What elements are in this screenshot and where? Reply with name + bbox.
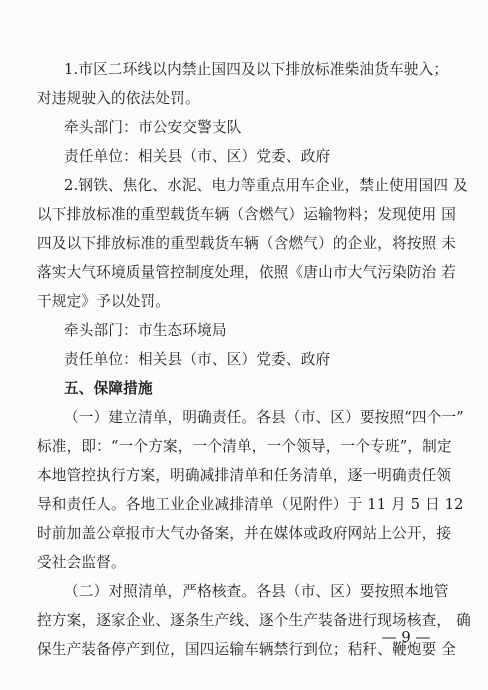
lead-department-line: 牵头部门：市生态环境局 [64, 322, 227, 339]
page-number: — 9 — [381, 628, 431, 646]
paragraph-line: 1.市区二环线以内禁止国四及以下排放标准柴油货车驶入； [64, 61, 449, 78]
responsible-unit-line: 责任单位：相关县（市、区）党委、政府 [64, 148, 331, 165]
paragraph-line: 控方案，逐家企业、逐条生产线、逐个生产装备进行现场核查， 确 [37, 612, 471, 629]
lead-department-line: 牵头部门：市公安交警支队 [64, 119, 242, 136]
paragraph-line: 以下排放标准的重型载货车辆（含燃气）运输物料；发现使用 国 [37, 206, 457, 223]
paragraph-line: 干规定》予以处罚。 [37, 293, 171, 310]
paragraph-line: 四及以下排放标准的重型载货车辆（含燃气）的企业，将按照 未 [37, 235, 457, 252]
paragraph-line: 2.钢铁、焦化、水泥、电力等重点用车企业，禁止使用国四 及 [64, 177, 468, 194]
paragraph-line: 导和责任人。各地工业企业减排清单（见附件）于 11 月 5 日 12 [37, 496, 464, 513]
paragraph-line: 标准，即：“一个方案，一个清单，一个领导，一个专班”，制定 [37, 438, 452, 455]
paragraph-line: 对违规驶入的依法处罚。 [37, 90, 200, 107]
responsible-unit-line: 责任单位：相关县（市、区）党委、政府 [64, 351, 331, 368]
paragraph-line: 本地管控执行方案，明确减排清单和任务清单，逐一明确责任领 [37, 467, 452, 484]
paragraph-line: （一）建立清单，明确责任。各县（市、区）要按照“四个一” [64, 409, 464, 426]
section-heading: 五、保障措施 [64, 380, 153, 397]
paragraph-line: 受社会监督。 [37, 554, 126, 571]
paragraph-line: （二）对照清单，严格核查。各县（市、区）要按照本地管 [64, 583, 449, 600]
paragraph-line: 保生产装备停产到位，国四运输车辆禁行到位；秸秆、鞭炮要 全 [37, 641, 457, 658]
paragraph-line: 落实大气环境质量管控制度处理，依照《唐山市大气污染防治 若 [37, 264, 457, 281]
paragraph-line: 时前加盖公章报市大气办备案，并在媒体或政府网站上公开，接 [37, 525, 452, 542]
